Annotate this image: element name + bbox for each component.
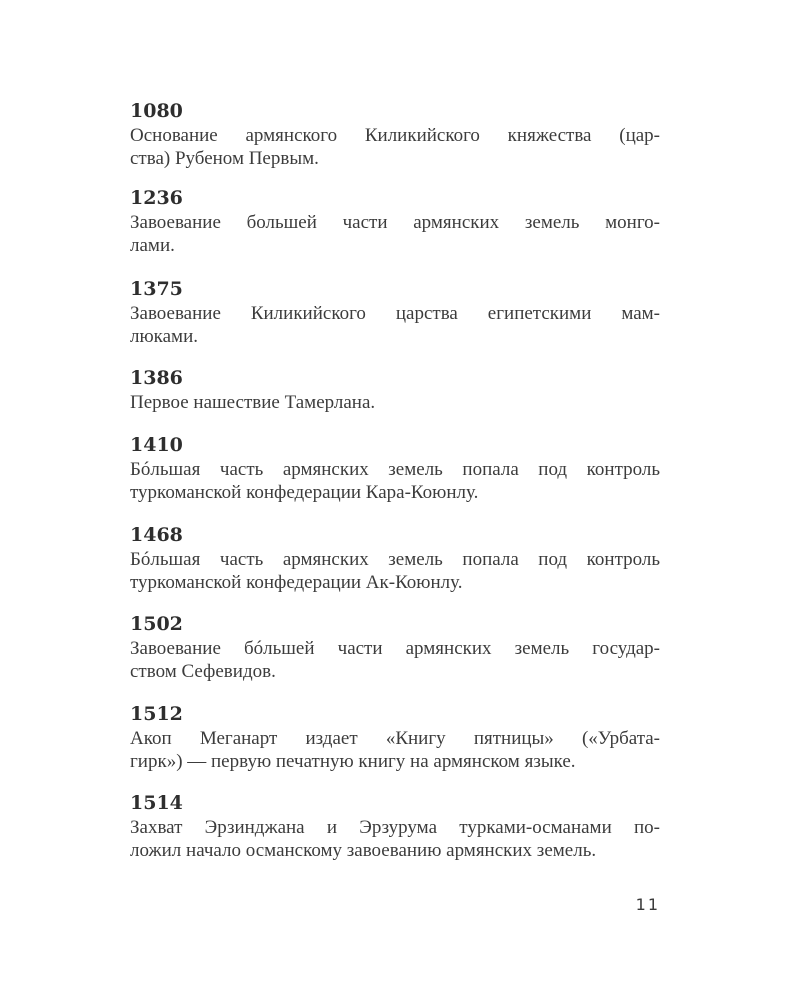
chronology-entry: [130, 432, 660, 522]
page-number: 11: [635, 895, 660, 914]
entry-text: [130, 727, 660, 773]
entry-line: ством Сефевидов.: [130, 661, 276, 682]
chronology-entry: [130, 701, 660, 790]
entry-text: [130, 124, 660, 170]
entry-line: Завоевание Киликийского царства египетскими мам-: [130, 303, 660, 324]
entry-line: Основание армянского Киликийского княжества (цар-: [130, 125, 660, 146]
chronology-entry: [130, 185, 660, 276]
chronology-entry: [130, 276, 660, 365]
entry-year: 1080: [130, 100, 183, 122]
entry-text: [130, 637, 660, 683]
entry-text: [130, 211, 660, 257]
entry-text: [130, 548, 660, 594]
entry-line: ложил начало османскому завоеванию армянских земель.: [130, 840, 597, 861]
chronology-entry: [130, 522, 660, 611]
entry-line: Завоевание большей части армянских земель монго-: [130, 212, 660, 233]
entry-line: Завоевание бóльшей части армянских земель государ-: [130, 638, 660, 659]
entry-line: Первое нашествие Тамерлана.: [130, 392, 376, 413]
entry-line: люками.: [130, 326, 198, 347]
chronology-entry: [130, 790, 660, 870]
entry-year: 1502: [130, 613, 183, 635]
entry-line: туркоманской конфедерации Ак-Коюнлу.: [130, 572, 463, 593]
entry-line: Акоп Меганарт издает «Книгу пятницы» («Урбата-: [130, 728, 660, 749]
entry-line: туркоманской конфедерации Кара-Коюнлу.: [130, 482, 479, 503]
entry-year: 1410: [130, 434, 183, 456]
entry-year: 1468: [130, 524, 183, 546]
entry-text: [130, 458, 660, 504]
chronology-entry: [130, 98, 660, 185]
entry-year: 1386: [130, 367, 183, 389]
entry-line: гирк») — первую печатную книгу на армянском языке.: [130, 751, 576, 772]
chronology-entry: [130, 611, 660, 701]
entry-year: 1236: [130, 187, 183, 209]
entry-line: лами.: [130, 235, 175, 256]
entry-text: [130, 302, 660, 348]
entry-year: 1375: [130, 278, 183, 300]
entry-year: 1512: [130, 703, 183, 725]
entry-text: [130, 391, 660, 414]
entry-line: Бóльшая часть армянских земель попала под контроль: [130, 549, 660, 570]
entry-line: Бóльшая часть армянских земель попала под контроль: [130, 459, 660, 480]
entry-line: ства) Рубеном Первым.: [130, 148, 319, 169]
entry-year: 1514: [130, 792, 183, 814]
entry-text: [130, 816, 660, 862]
entry-line: Захват Эрзинджана и Эрзурума турками-османами по-: [130, 817, 660, 838]
chronology: [130, 98, 660, 870]
chronology-entry: [130, 365, 660, 432]
